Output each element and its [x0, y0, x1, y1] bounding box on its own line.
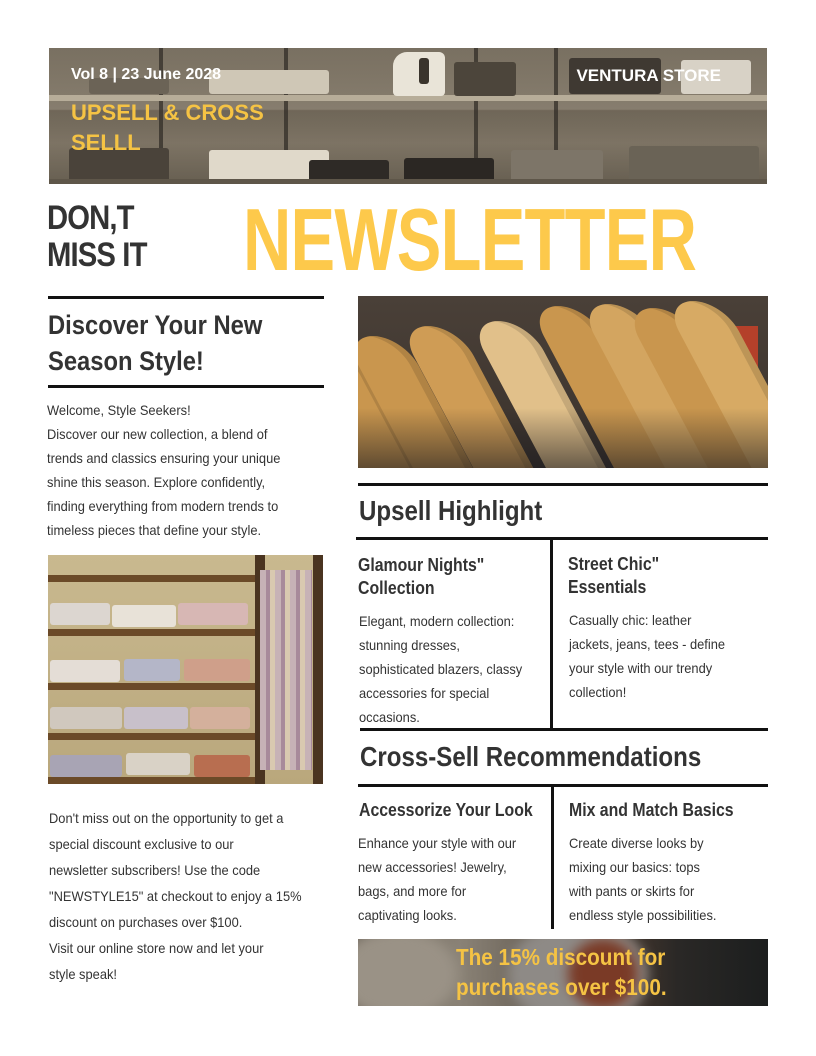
card-line: sophisticated blazers, classy: [359, 661, 523, 677]
card-line: Enhance your style with our: [358, 835, 517, 851]
shirt-shelves-image: [48, 555, 323, 784]
tagline-line2: MISS IT: [47, 236, 147, 274]
discount-text: [456, 942, 667, 1002]
card-line: accessories for special: [359, 685, 490, 701]
intro-heading-line2: Season Style!: [48, 346, 204, 376]
masthead-tagline: [47, 200, 147, 274]
promo-line: special discount exclusive to our: [49, 836, 234, 852]
issue-title-line2: SELLL: [71, 130, 141, 155]
card-line: Elegant, modern collection:: [359, 613, 515, 629]
upsell-card-title-line1: Glamour Nights": [358, 555, 485, 575]
intro-line: shine this season. Explore confidently,: [47, 474, 266, 490]
intro-line: timeless pieces that define your style.: [47, 522, 262, 538]
discount-line2: purchases over $100.: [456, 974, 667, 1000]
card-line: Create diverse looks by: [569, 835, 704, 851]
wooden-hangers-image: [358, 296, 768, 468]
divider: [48, 296, 324, 299]
card-line: with pants or skirts for: [569, 883, 695, 899]
column-divider: [550, 537, 553, 729]
upsell-card-title-line1: Street Chic": [568, 554, 660, 574]
issue-title-line1: UPSELL & CROSS: [71, 100, 264, 125]
upsell-card-title-line2: Essentials: [568, 577, 647, 597]
crosssell-card-title: Accessorize Your Look: [359, 800, 533, 820]
issue-title: [71, 98, 291, 158]
card-line: bags, and more for: [358, 883, 467, 899]
crosssell-card-text: [569, 831, 716, 927]
upsell-card-text: [569, 608, 725, 704]
intro-line: trends and classics ensuring your unique: [47, 450, 281, 466]
card-line: occasions.: [359, 709, 420, 725]
crosssell-card-title: Mix and Match Basics: [569, 800, 734, 820]
card-line: endless style possibilities.: [569, 907, 717, 923]
card-line: jackets, jeans, tees - define: [569, 636, 726, 652]
crosssell-card-text: [358, 831, 516, 927]
divider: [360, 728, 768, 731]
header-banner: [49, 48, 767, 184]
promo-line: newsletter subscribers! Use the code: [49, 862, 261, 878]
promo-line: style speak!: [49, 966, 118, 982]
intro-text: [47, 398, 309, 542]
discount-banner: [358, 939, 768, 1006]
card-line: collection!: [569, 684, 627, 700]
upsell-card-title-line2: Collection: [358, 578, 435, 598]
card-line: your style with our trendy: [569, 660, 713, 676]
card-line: new accessories! Jewelry,: [358, 859, 507, 875]
intro-line: Welcome, Style Seekers!: [47, 402, 191, 418]
card-line: mixing our basics: tops: [569, 859, 701, 875]
intro-line: Discover our new collection, a blend of: [47, 426, 268, 442]
divider: [358, 784, 768, 787]
promo-line: Visit our online store now and let your: [49, 940, 264, 956]
intro-heading: [48, 307, 286, 379]
intro-heading-line1: Discover Your New: [48, 310, 263, 340]
column-divider: [551, 784, 554, 929]
crosssell-heading: Cross-Sell Recommendations: [360, 741, 702, 772]
promo-text: [49, 805, 316, 987]
promo-line: Don't miss out on the opportunity to get a: [49, 810, 284, 826]
card-line: stunning dresses,: [359, 637, 460, 653]
upsell-card-text: [359, 609, 522, 729]
divider: [358, 483, 768, 486]
promo-line: "NEWSTYLE15" at checkout to enjoy a 15%: [49, 888, 302, 904]
masthead-title: NEWSLETTER: [243, 190, 697, 289]
card-line: captivating looks.: [358, 907, 457, 923]
upsell-card-title: [358, 554, 484, 600]
divider: [356, 537, 768, 540]
store-name: VENTURA STORE: [576, 66, 721, 85]
tagline-line1: DON,T: [47, 199, 134, 237]
card-line: Casually chic: leather: [569, 612, 692, 628]
volume-date: Vol 8 | 23 June 2028: [71, 66, 222, 83]
discount-line1: The 15% discount for: [456, 944, 666, 970]
upsell-heading: Upsell Highlight: [359, 495, 543, 526]
divider: [48, 385, 324, 388]
upsell-card-title: [568, 553, 659, 599]
intro-line: finding everything from modern trends to: [47, 498, 279, 514]
promo-line: discount on purchases over $100.: [49, 914, 243, 930]
